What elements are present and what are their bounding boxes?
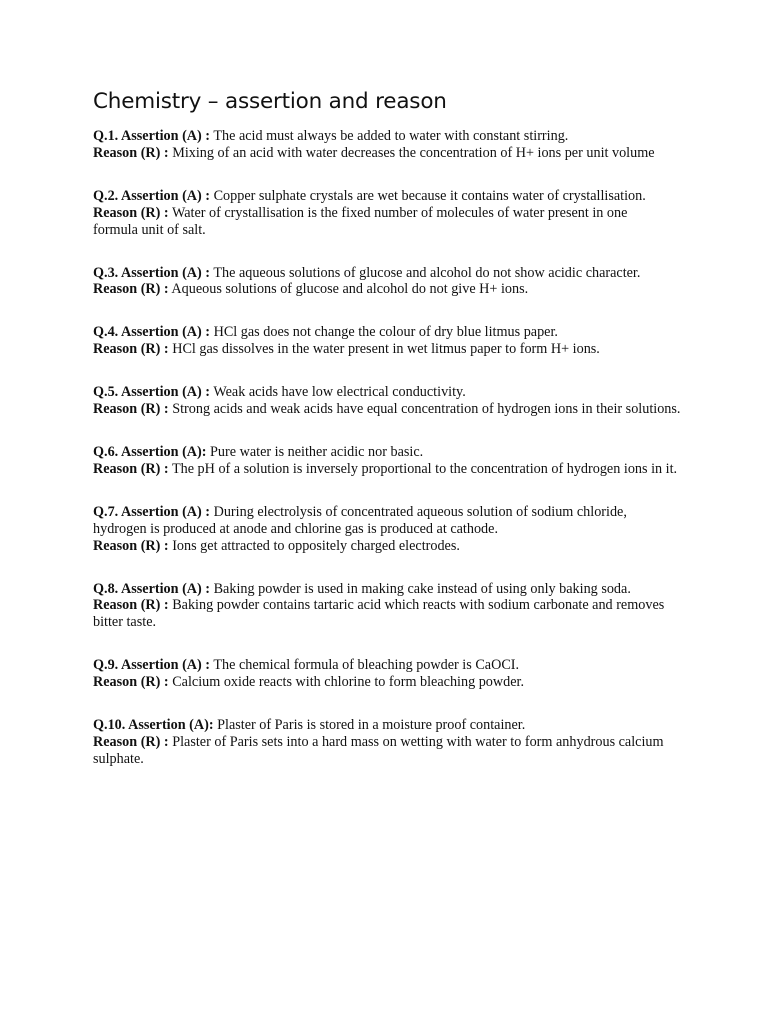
reason-line: [93, 401, 683, 418]
assertion-text: During electrolysis of concentrated aqueous solution of sodium chloride, hydrogen is produced at anode and chlorine gas is produced at cathode.: [93, 503, 627, 537]
reason-line: [93, 341, 683, 358]
assertion-text: The aqueous solutions of glucose and alcohol do not show acidic character.: [213, 264, 641, 281]
reason-label: Reason (R) :: [93, 144, 169, 161]
question-item: [93, 188, 683, 239]
reason-line: [93, 205, 653, 222]
question-item: [93, 657, 683, 691]
question-item: [93, 444, 683, 478]
question-item: [93, 324, 683, 358]
page-title: Chemistry – assertion and reason: [93, 89, 447, 114]
assertion-line: [93, 581, 683, 598]
question-item: [93, 384, 683, 418]
reason-line: [93, 281, 683, 298]
reason-line: [93, 145, 683, 162]
reason-label: Reason (R) :: [93, 204, 169, 221]
reason-line: [93, 674, 683, 691]
reason-label: Reason (R) :: [93, 537, 169, 554]
reason-label: Reason (R) :: [93, 674, 169, 691]
assertion-line: [93, 188, 683, 205]
assertion-label: Q.1. Assertion (A) :: [93, 128, 211, 144]
reason-text: Ions get attracted to oppositely charged electrodes.: [172, 537, 460, 554]
reason-text: Strong acids and weak acids have equal concentration of hydrogen ions in their solutions.: [172, 401, 681, 418]
assertion-label: Q.7. Assertion (A) :: [93, 503, 211, 520]
assertion-label: Q.2. Assertion (A) :: [93, 187, 211, 204]
reason-line: [93, 538, 683, 555]
assertion-label: Q.10. Assertion (A):: [93, 717, 214, 734]
assertion-line: [93, 717, 683, 734]
question-item: [93, 581, 683, 632]
assertion-text: The acid must always be added to water with constant stirring.: [213, 128, 569, 144]
assertion-label: Q.3. Assertion (A) :: [93, 264, 211, 281]
reason-text: Baking powder contains tartaric acid which reacts with sodium carbonate and removes bitter taste.: [93, 597, 665, 631]
question-item: [93, 128, 683, 162]
reason-text: Plaster of Paris sets into a hard mass on wetting with water to form anhydrous calcium sulphate.: [93, 733, 664, 767]
reason-label: Reason (R) :: [93, 341, 169, 358]
reason-line: [93, 461, 683, 478]
reason-text: Aqueous solutions of glucose and alcohol do not give H+ ions.: [171, 281, 529, 298]
reason-line: [93, 597, 683, 631]
question-item: [93, 717, 683, 768]
reason-continuation: formula unit of salt.: [93, 221, 206, 238]
assertion-label: Q.8. Assertion (A) :: [93, 580, 211, 597]
assertion-line: [93, 128, 683, 145]
assertion-text: The chemical formula of bleaching powder is CaOCI.: [213, 657, 520, 674]
assertion-label: Q.6. Assertion (A):: [93, 443, 207, 460]
assertion-line: [93, 657, 683, 674]
reason-text: The pH of a solution is inversely proportional to the concentration of hydrogen ions in it.: [171, 460, 678, 477]
reason-label: Reason (R) :: [93, 460, 169, 477]
reason-label: Reason (R) :: [93, 733, 169, 750]
assertion-label: Q.5. Assertion (A) :: [93, 384, 211, 401]
assertion-label: Q.9. Assertion (A) :: [93, 657, 211, 674]
question-item: [93, 265, 683, 299]
assertion-line: [93, 504, 683, 538]
question-item: [93, 504, 683, 555]
assertion-line: [93, 384, 683, 401]
reason-text: HCl gas dissolves in the water present in wet litmus paper to form H+ ions.: [172, 341, 600, 358]
assertion-line: [93, 265, 683, 282]
assertion-line: [93, 324, 683, 341]
reason-text: Calcium oxide reacts with chlorine to form bleaching powder.: [172, 674, 525, 691]
assertion-text: Copper sulphate crystals are wet because it contains water of crystallisation.: [213, 187, 646, 204]
reason-line: [93, 734, 683, 768]
assertion-text: Plaster of Paris is stored in a moisture proof container.: [217, 717, 526, 734]
reason-label: Reason (R) :: [93, 597, 169, 614]
reason-text: Water of crystallisation is the fixed number of molecules of water present in one: [171, 204, 628, 221]
assertion-line: [93, 444, 683, 461]
document-page: [93, 88, 683, 794]
reason-text: Mixing of an acid with water decreases the concentration of H+ ions per unit volume: [172, 144, 655, 161]
assertion-text: Weak acids have low electrical conductivity.: [213, 384, 466, 401]
assertion-text: Baking powder is used in making cake instead of using only baking soda.: [213, 580, 631, 597]
assertion-text: HCl gas does not change the colour of dry blue litmus paper.: [213, 324, 558, 341]
reason-label: Reason (R) :: [93, 401, 169, 418]
assertion-label: Q.4. Assertion (A) :: [93, 324, 211, 341]
reason-label: Reason (R) :: [93, 281, 169, 298]
assertion-text: Pure water is neither acidic nor basic.: [210, 443, 424, 460]
